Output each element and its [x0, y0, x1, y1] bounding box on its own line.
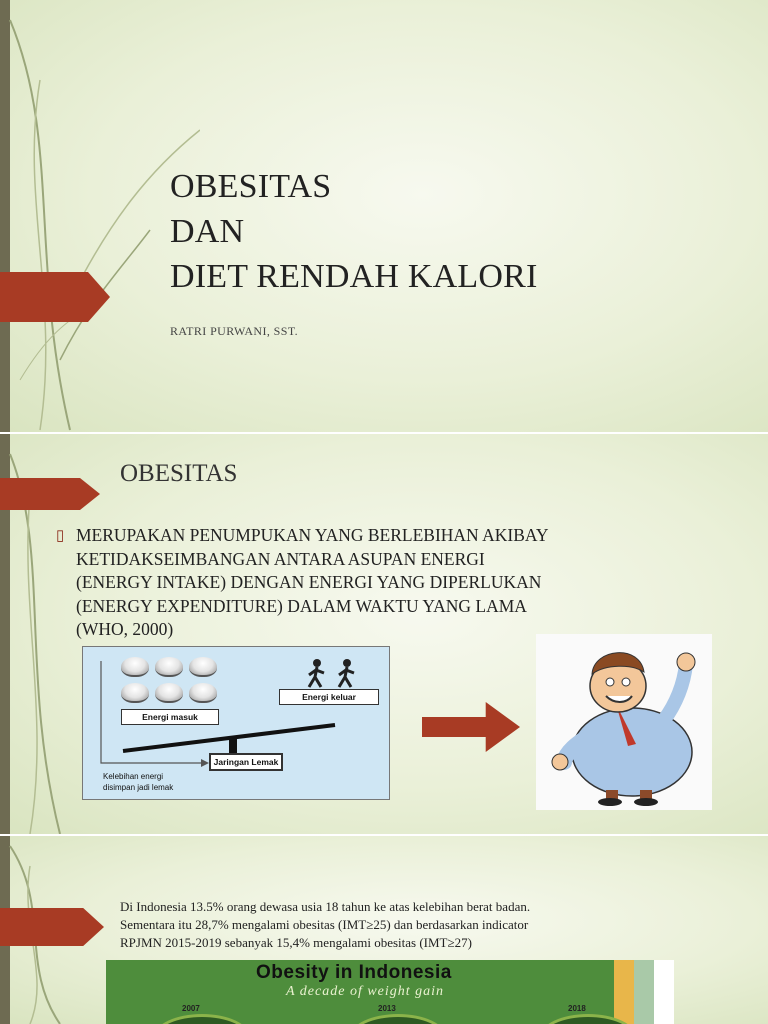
- definition-paragraph: [76, 524, 636, 642]
- infographic-stripe: [634, 960, 654, 1024]
- infographic-year: 2018: [568, 1004, 586, 1013]
- paragraph-line: (ENERGY INTAKE) DENGAN ENERGI YANG DIPERLUKAN: [76, 572, 542, 592]
- diagram-note-line: Kelebihan energi: [103, 772, 164, 781]
- section-tab-marker: [0, 908, 104, 946]
- jaringan-lemak-label: Jaringan Lemak: [209, 753, 283, 771]
- infographic-pie: [154, 1014, 250, 1024]
- paragraph-line: MERUPAKAN PENUMPUKAN YANG BERLEBIHAN AKIBAY: [76, 525, 549, 545]
- infographic-stripe: [614, 960, 634, 1024]
- paragraph-line: Di Indonesia 13.5% orang dewasa usia 18 tahun ke atas kelebihan berat badan.: [120, 899, 531, 914]
- title-tab-marker: [0, 272, 110, 322]
- paragraph-line: KETIDAKSEIMBANGAN ANTARA ASUPAN ENERGI: [76, 548, 485, 569]
- slide-obesity-indonesia: [0, 836, 768, 1024]
- overweight-man-icon: [536, 634, 712, 810]
- infographic-title: Obesity in Indonesia: [256, 962, 452, 983]
- right-arrow-icon: [422, 702, 520, 752]
- slide-title-line-3: DIET RENDAH KALORI: [170, 258, 538, 295]
- diagram-note-line: disimpan jadi lemak: [103, 783, 174, 792]
- paragraph-line: Sementara itu 28,7% mengalami obesitas (IMT≥25) dan berdasarkan indicator: [120, 917, 529, 932]
- infographic-subtitle: A decade of weight gain: [286, 984, 445, 999]
- infographic-stripe: [654, 960, 674, 1024]
- infographic-year: 2007: [182, 1004, 200, 1013]
- slide-title-line-2: DAN: [170, 213, 245, 250]
- author-name: RATRI PURWANI, SST.: [170, 324, 299, 338]
- overweight-man-illustration: [536, 634, 712, 810]
- section-tab-marker: [0, 478, 100, 510]
- paragraph-line: (WHO, 2000): [76, 619, 174, 639]
- obesity-infographic: [106, 960, 674, 1024]
- energi-masuk-label: Energi masuk: [121, 709, 219, 725]
- infographic-pie: [350, 1014, 446, 1024]
- infographic-year: 2013: [378, 1004, 396, 1013]
- slide-title-line-1: OBESITAS: [170, 168, 332, 205]
- paragraph-line: RPJMN 2015-2019 sebanyak 15,4% mengalami obesitas (IMT≥27): [120, 935, 472, 950]
- statistics-paragraph: [120, 898, 640, 952]
- energi-keluar-label: Energi keluar: [279, 689, 379, 705]
- slide-obesitas-definition: [0, 434, 768, 834]
- paragraph-line: (ENERGY EXPENDITURE) DALAM WAKTU YANG LAMA: [76, 595, 527, 616]
- slide-left-bar: [0, 0, 10, 432]
- energy-balance-diagram: [82, 646, 390, 800]
- bullet-icon: ▯: [56, 528, 65, 544]
- slide-title: [0, 0, 768, 432]
- section-title: OBESITAS: [120, 460, 238, 487]
